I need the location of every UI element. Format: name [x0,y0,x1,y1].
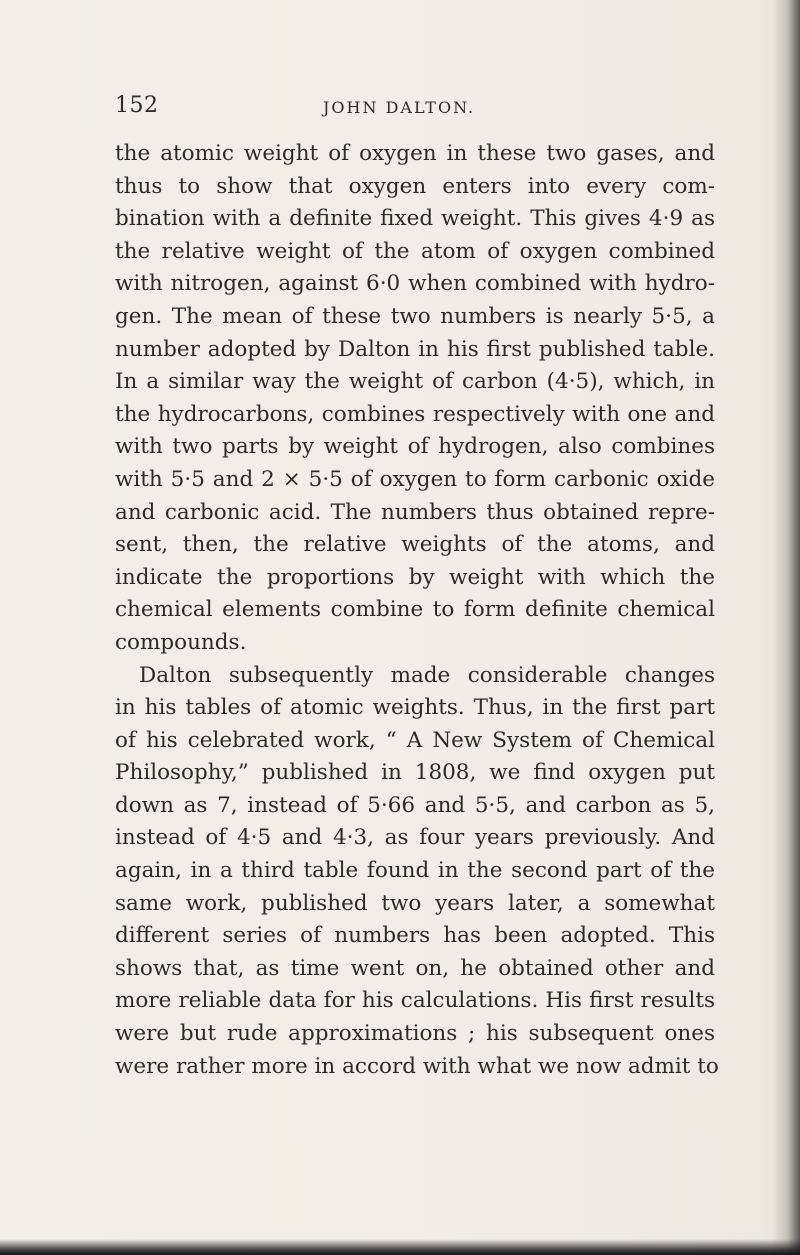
text-line: same work, published two years later, a somewhat [115,890,715,916]
text-line: compounds. [115,629,247,655]
page-header [115,93,755,121]
text-line: more reliable data for his calculations. His first results [115,988,715,1014]
text-line: again, in a third table found in the second part of the [115,858,715,884]
text-line: the relative weight of the atom of oxygen combined [115,238,715,264]
page-edge-shadow [772,0,800,1255]
text-line: shows that, as time went on, he obtained other and [115,955,715,981]
text-line: in his tables of atomic weights. Thus, in the first part [115,695,715,721]
text-line: with nitrogen, against 6·0 when combined with hydro- [115,271,715,297]
page-bottom-edge [0,1239,800,1255]
text-line: down as 7, instead of 5·66 and 5·5, and carbon as 5, [115,792,715,818]
text-line: indicate the proportions by weight with which the [115,564,715,590]
paragraph-start-line: Dalton subsequently made considerable changes [139,662,715,688]
running-head: JOHN DALTON. [323,98,476,117]
text-line: and carbonic acid. The numbers thus obtained repre- [115,499,715,525]
text-line: the hydrocarbons, combines respectively with one and [115,401,715,427]
text-line: bination with a definite fixed weight. This gives 4·9 as [115,206,715,232]
text-line: of his celebrated work, “ A New System of Chemical [115,727,715,753]
page-number: 152 [115,93,159,118]
text-line: were but rude approximations ; his subsequent ones [115,1021,715,1047]
text-line: were rather more in accord with what we now admit to [115,1053,719,1079]
text-line: thus to show that oxygen enters into every com- [115,173,715,199]
text-line: chemical elements combine to form definite chemical [115,597,715,623]
text-line: number adopted by Dalton in his first published table. [115,336,715,362]
text-line: instead of 4·5 and 4·3, as four years previously. And [115,825,715,851]
text-line: gen. The mean of these two numbers is nearly 5·5, a [115,303,715,329]
text-line: with two parts by weight of hydrogen, also combines [115,434,715,460]
text-line: the atomic weight of oxygen in these two gases, and [115,141,715,166]
text-line: Philosophy,” published in 1808, we find oxygen put [115,760,715,786]
body-text [115,138,719,1083]
text-line: with 5·5 and 2 × 5·5 of oxygen to form carbonic oxide [115,466,715,492]
text-line: sent, then, the relative weights of the atoms, and [115,532,715,558]
text-line: different series of numbers has been adopted. This [115,923,715,949]
text-line: In a similar way the weight of carbon (4·5), which, in [115,369,715,395]
